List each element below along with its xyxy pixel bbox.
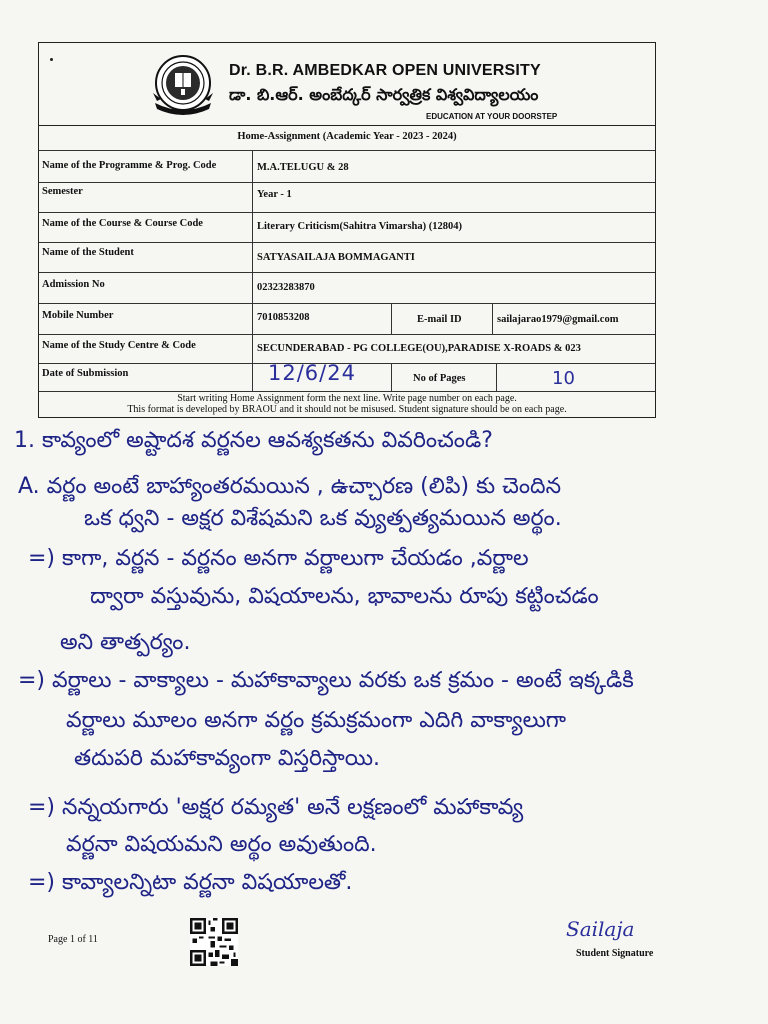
handwritten-line: =) కావ్యాలన్నిటా వర్ణనా విషయాలతో. [28,870,353,895]
handwritten-line: 1. కావ్యంలో అష్టాదశ వర్ణనల ఆవశ్యకతను వివరించండి? [14,428,493,453]
qr-code-icon [190,918,238,966]
assignment-title: Home-Assignment (Academic Year - 2023 - 2024) [237,131,457,142]
submission-date-label: Date of Submission [42,368,129,379]
handwritten-line: వర్ణనా విషయమని అర్థం అవుతుంది. [66,832,377,857]
submission-date-value: 12/6/24 [268,361,356,385]
email-value: sailajarao1979@gmail.com [497,314,619,325]
mobile-value: 7010853208 [257,312,310,323]
study-centre-value: SECUNDERABAD - PG COLLEGE(OU),PARADISE X-ROADS & 023 [257,343,581,354]
student-signature-label: Student Signature [576,948,654,959]
handwritten-line: ద్వారా వస్తువును, విషయాలను, భావాలను రూపు కట్టించడం [90,584,599,609]
instructions-note [39,393,655,415]
university-name-english: Dr. B.R. AMBEDKAR OPEN UNIVERSITY [229,62,541,79]
handwritten-line: అని తాత్పర్యం. [60,630,191,655]
handwritten-line: తదుపరి మహాకావ్యంగా విస్తరిస్తాయి. [74,746,380,771]
university-name-telugu: డా. బి.ఆర్. అంబేద్కర్ సార్వత్రిక విశ్వవిద్యాలయం [229,85,539,104]
date-pages-divider [391,364,392,392]
admission-row [39,273,655,304]
programme-value: M.A.TELUGU & 28 [257,162,349,173]
study-centre-label: Name of the Study Centre & Code [42,340,196,351]
pages-label: No of Pages [413,373,466,384]
handwritten-line: వర్ణాలు మూలం అనగా వర్ణం క్రమక్రమంగా ఎదిగి వాక్యాలుగా [66,708,567,733]
programme-row [39,151,655,183]
page-number: Page 1 of 11 [48,934,98,945]
study-centre-row [39,335,655,364]
university-tagline: EDUCATION AT YOUR DOORSTEP [426,112,558,121]
handwritten-line: =) నన్నయగారు 'అక్షర రమ్యత' అనే లక్షణంలో మహాకావ్య [28,795,524,820]
handwritten-line: =) కాగా, వర్ణన - వర్ణనం అనగా వర్ణాలుగా చేయడం ,వర్ణాల [28,546,529,571]
university-emblem-icon [151,53,215,117]
handwritten-line: ఒక ధ్వని - అక్షర విశేషమని ఒక వ్యుత్పత్యమయిన అర్థం. [84,506,562,531]
university-header [39,43,655,126]
student-label: Name of the Student [42,247,134,258]
handwritten-line: =) వర్ణాలు - వాక్యాలు - మహాకావ్యాలు వరకు ఒక క్రమం - అంటే ఇక్కడికి [18,668,634,693]
semester-value: Year - 1 [257,189,292,200]
programme-label: Name of the Programme & Prog. Code [42,160,217,171]
instructions-line-2: This format is developed by BRAOU and it should not be misused. Student signature should be on each page. [127,404,567,415]
academic-year-row [39,125,655,151]
email-value-divider [492,304,493,335]
semester-label: Semester [42,186,83,197]
pages-value: 10 [552,368,575,389]
mobile-email-divider [391,304,392,335]
student-signature: Sailaja [566,917,635,941]
pages-value-divider [496,364,497,392]
student-row [39,243,655,273]
mobile-label: Mobile Number [42,310,114,321]
semester-row [39,183,655,213]
admission-value: 02323283870 [257,282,315,293]
course-label: Name of the Course & Course Code [42,218,203,229]
course-row [39,213,655,243]
handwritten-line: A. వర్ణం అంటే బాహ్యాంతరమయిన , ఉచ్చారణ (లిపి) కు చెందిన [18,474,562,499]
mobile-row [39,304,655,335]
course-value: Literary Criticism(Sahitra Vimarsha) (12804) [257,221,463,232]
email-label: E-mail ID [417,314,462,325]
admission-label: Admission No [42,279,105,290]
instructions-line-1: Start writing Home Assignment form the next line. Write page number on each page. [177,393,517,404]
student-value: SATYASAILAJA BOMMAGANTI [257,252,415,263]
label-column-divider [252,151,253,392]
